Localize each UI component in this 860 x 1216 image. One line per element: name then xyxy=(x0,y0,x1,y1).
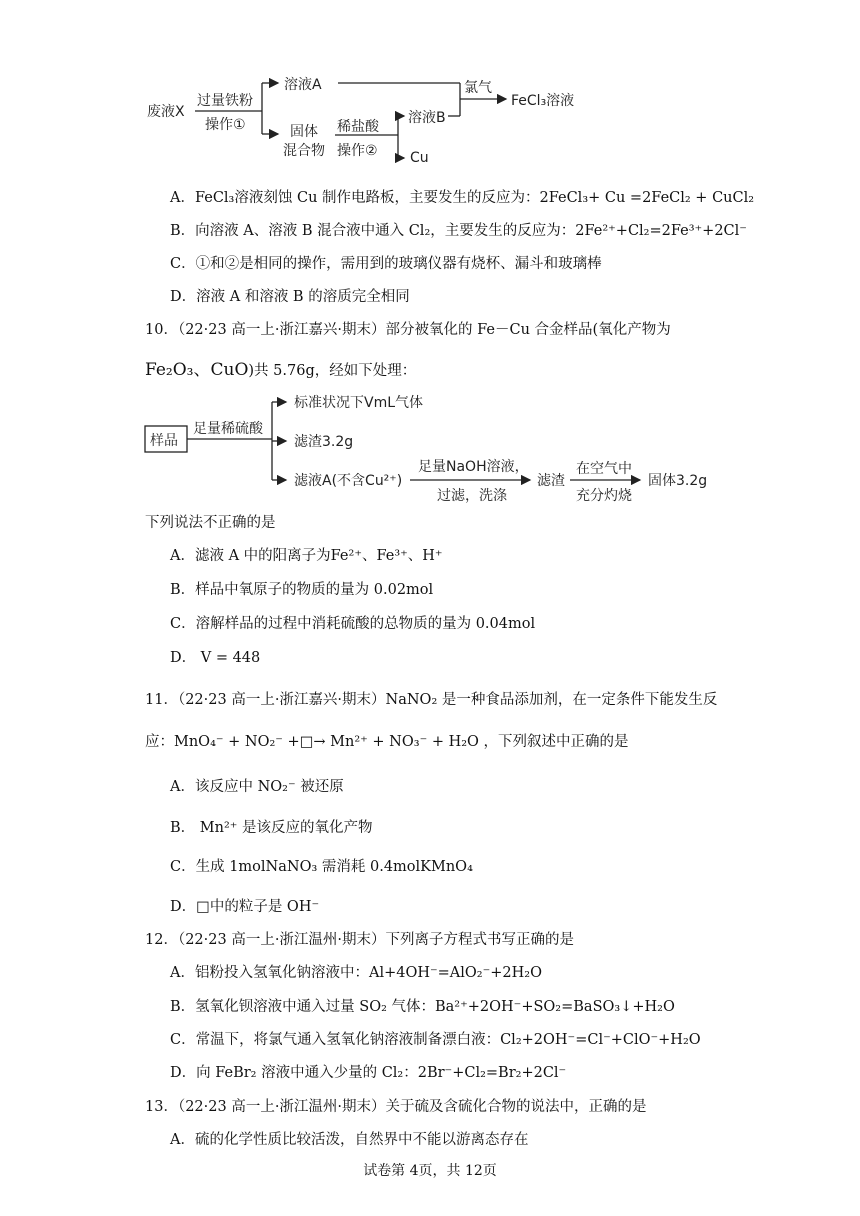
diagram2-sample: 样品 xyxy=(150,433,178,449)
q11-option-d: D．□中的粒子是 OH⁻ xyxy=(170,899,320,915)
diagram2-residue: 滤渣3.2g xyxy=(294,434,354,450)
q10-option-b: B．样品中氧原子的物质的量为 0.02mol xyxy=(170,582,434,598)
diagram2-step2-reagent: 足量NaOH溶液， xyxy=(418,459,529,475)
diagram1-final-product: FeCl₃溶液 xyxy=(511,93,575,109)
q12-option-c: C．常温下，将氯气通入氢氧化钠溶液制备漂白液：Cl₂+2OH⁻=Cl⁻+ClO⁻+H₂O xyxy=(170,1032,701,1048)
q11-option-b: B． Mn²⁺ 是该反应的氧化产物 xyxy=(170,820,373,836)
diagram2-step3-condition: 在空气中 xyxy=(576,461,632,477)
q10-option-a: A．滤液 A 中的阳离子为Fe²⁺、Fe³⁺、H⁺ xyxy=(170,548,443,564)
q10-prompt: 下列说法不正确的是 xyxy=(145,515,276,531)
q11-stem-line2: 应：MnO₄⁻ + NO₂⁻ +□→ Mn²⁺ + NO₃⁻ + H₂O ，下列叙述中正确的是 xyxy=(145,734,629,750)
diagram2-step3-process: 充分灼烧 xyxy=(576,488,632,504)
diagram2-filtrate: 滤液A(不含Cu²⁺) xyxy=(294,473,403,489)
q12-option-a: A．铝粉投入氢氧化钠溶液中：Al+4OH⁻=AlO₂⁻+2H₂O xyxy=(170,965,542,981)
diagram2-solid: 固体3.2g xyxy=(648,473,708,489)
q12-stem: 12．（22·23 高一上·浙江温州·期末）下列离子方程式书写正确的是 xyxy=(145,932,575,948)
diagram2-gas: 标准状况下VmL气体 xyxy=(294,395,424,411)
q10-option-c: C．溶解样品的过程中消耗硫酸的总物质的量为 0.04mol xyxy=(170,616,536,632)
q11-option-c: C．生成 1molNaNO₃ 需消耗 0.4molKMnO₄ xyxy=(170,859,473,875)
diagram1-operation-1: 操作① xyxy=(205,117,246,133)
q10-option-d: D． V = 448 xyxy=(170,650,261,666)
diagram1-chlorine: 氯气 xyxy=(464,80,492,96)
diagram1-reagent-hcl: 稀盐酸 xyxy=(337,119,379,135)
diagram1-solution-b: 溶液B xyxy=(408,110,446,126)
q10-stem-line1: 10．（22·23 高一上·浙江嘉兴·期末）部分被氧化的 Fe－Cu 合金样品(氧化产物为 xyxy=(145,322,671,338)
diagram1-reagent-iron: 过量铁粉 xyxy=(197,93,253,109)
q11-stem-line1: 11．（22·23 高一上·浙江嘉兴·期末）NaNO₂ 是一种食品添加剂，在一定条件下能发生反 xyxy=(145,692,718,708)
diagram2-step2-process: 过滤，洗涤 xyxy=(437,488,507,504)
q9-option-a: A．FeCl₃溶液刻蚀 Cu 制作电路板，主要发生的反应为：2FeCl₃+ Cu =2FeCl₂ + CuCl₂ xyxy=(170,190,755,206)
q10-stem-line2 xyxy=(145,360,416,381)
diagram1-solution-a: 溶液A xyxy=(284,77,322,93)
q10-stem-line2-rest: )共 5.76g，经如下处理： xyxy=(248,363,417,379)
q12-option-b: B．氢氧化钡溶液中通入过量 SO₂ 气体：Ba²⁺+2OH⁻+SO₂=BaSO₃↓+H₂O xyxy=(170,999,675,1015)
q9-option-d: D．溶液 A 和溶液 B 的溶质完全相同 xyxy=(170,289,410,305)
diagram1-solid-line2: 混合物 xyxy=(283,143,325,159)
page-footer: 试卷第 4页，共 12页 xyxy=(363,1163,497,1179)
q9-option-b: B．向溶液 A、溶液 B 混合液中通入 Cl₂，主要发生的反应为：2Fe²⁺+Cl₂=2Fe³⁺+2Cl⁻ xyxy=(170,223,747,239)
diagram1-operation-2: 操作② xyxy=(337,143,378,159)
q9-option-c: C．①和②是相同的操作，需用到的玻璃仪器有烧杯、漏斗和玻璃棒 xyxy=(170,256,602,272)
diagram1-solid-line1: 固体 xyxy=(290,124,318,140)
diagram2-residue2: 滤渣 xyxy=(537,473,565,489)
q11-option-a: A．该反应中 NO₂⁻ 被还原 xyxy=(170,779,344,795)
diagram1-copper: Cu xyxy=(410,150,429,166)
q13-option-a: A．硫的化学性质比较活泼，自然界中不能以游离态存在 xyxy=(170,1132,529,1148)
q12-option-d: D．向 FeBr₂ 溶液中通入少量的 Cl₂：2Br⁻+Cl₂=Br₂+2Cl⁻ xyxy=(170,1065,567,1081)
q10-oxide-formula: Fe₂O₃、CuO xyxy=(145,360,249,380)
diagram1-start-label: 废液X xyxy=(147,104,185,120)
q13-stem: 13．（22·23 高一上·浙江温州·期末）关于硫及含硫化合物的说法中，正确的是 xyxy=(145,1099,647,1115)
diagram2-reagent: 足量稀硫酸 xyxy=(193,421,263,437)
